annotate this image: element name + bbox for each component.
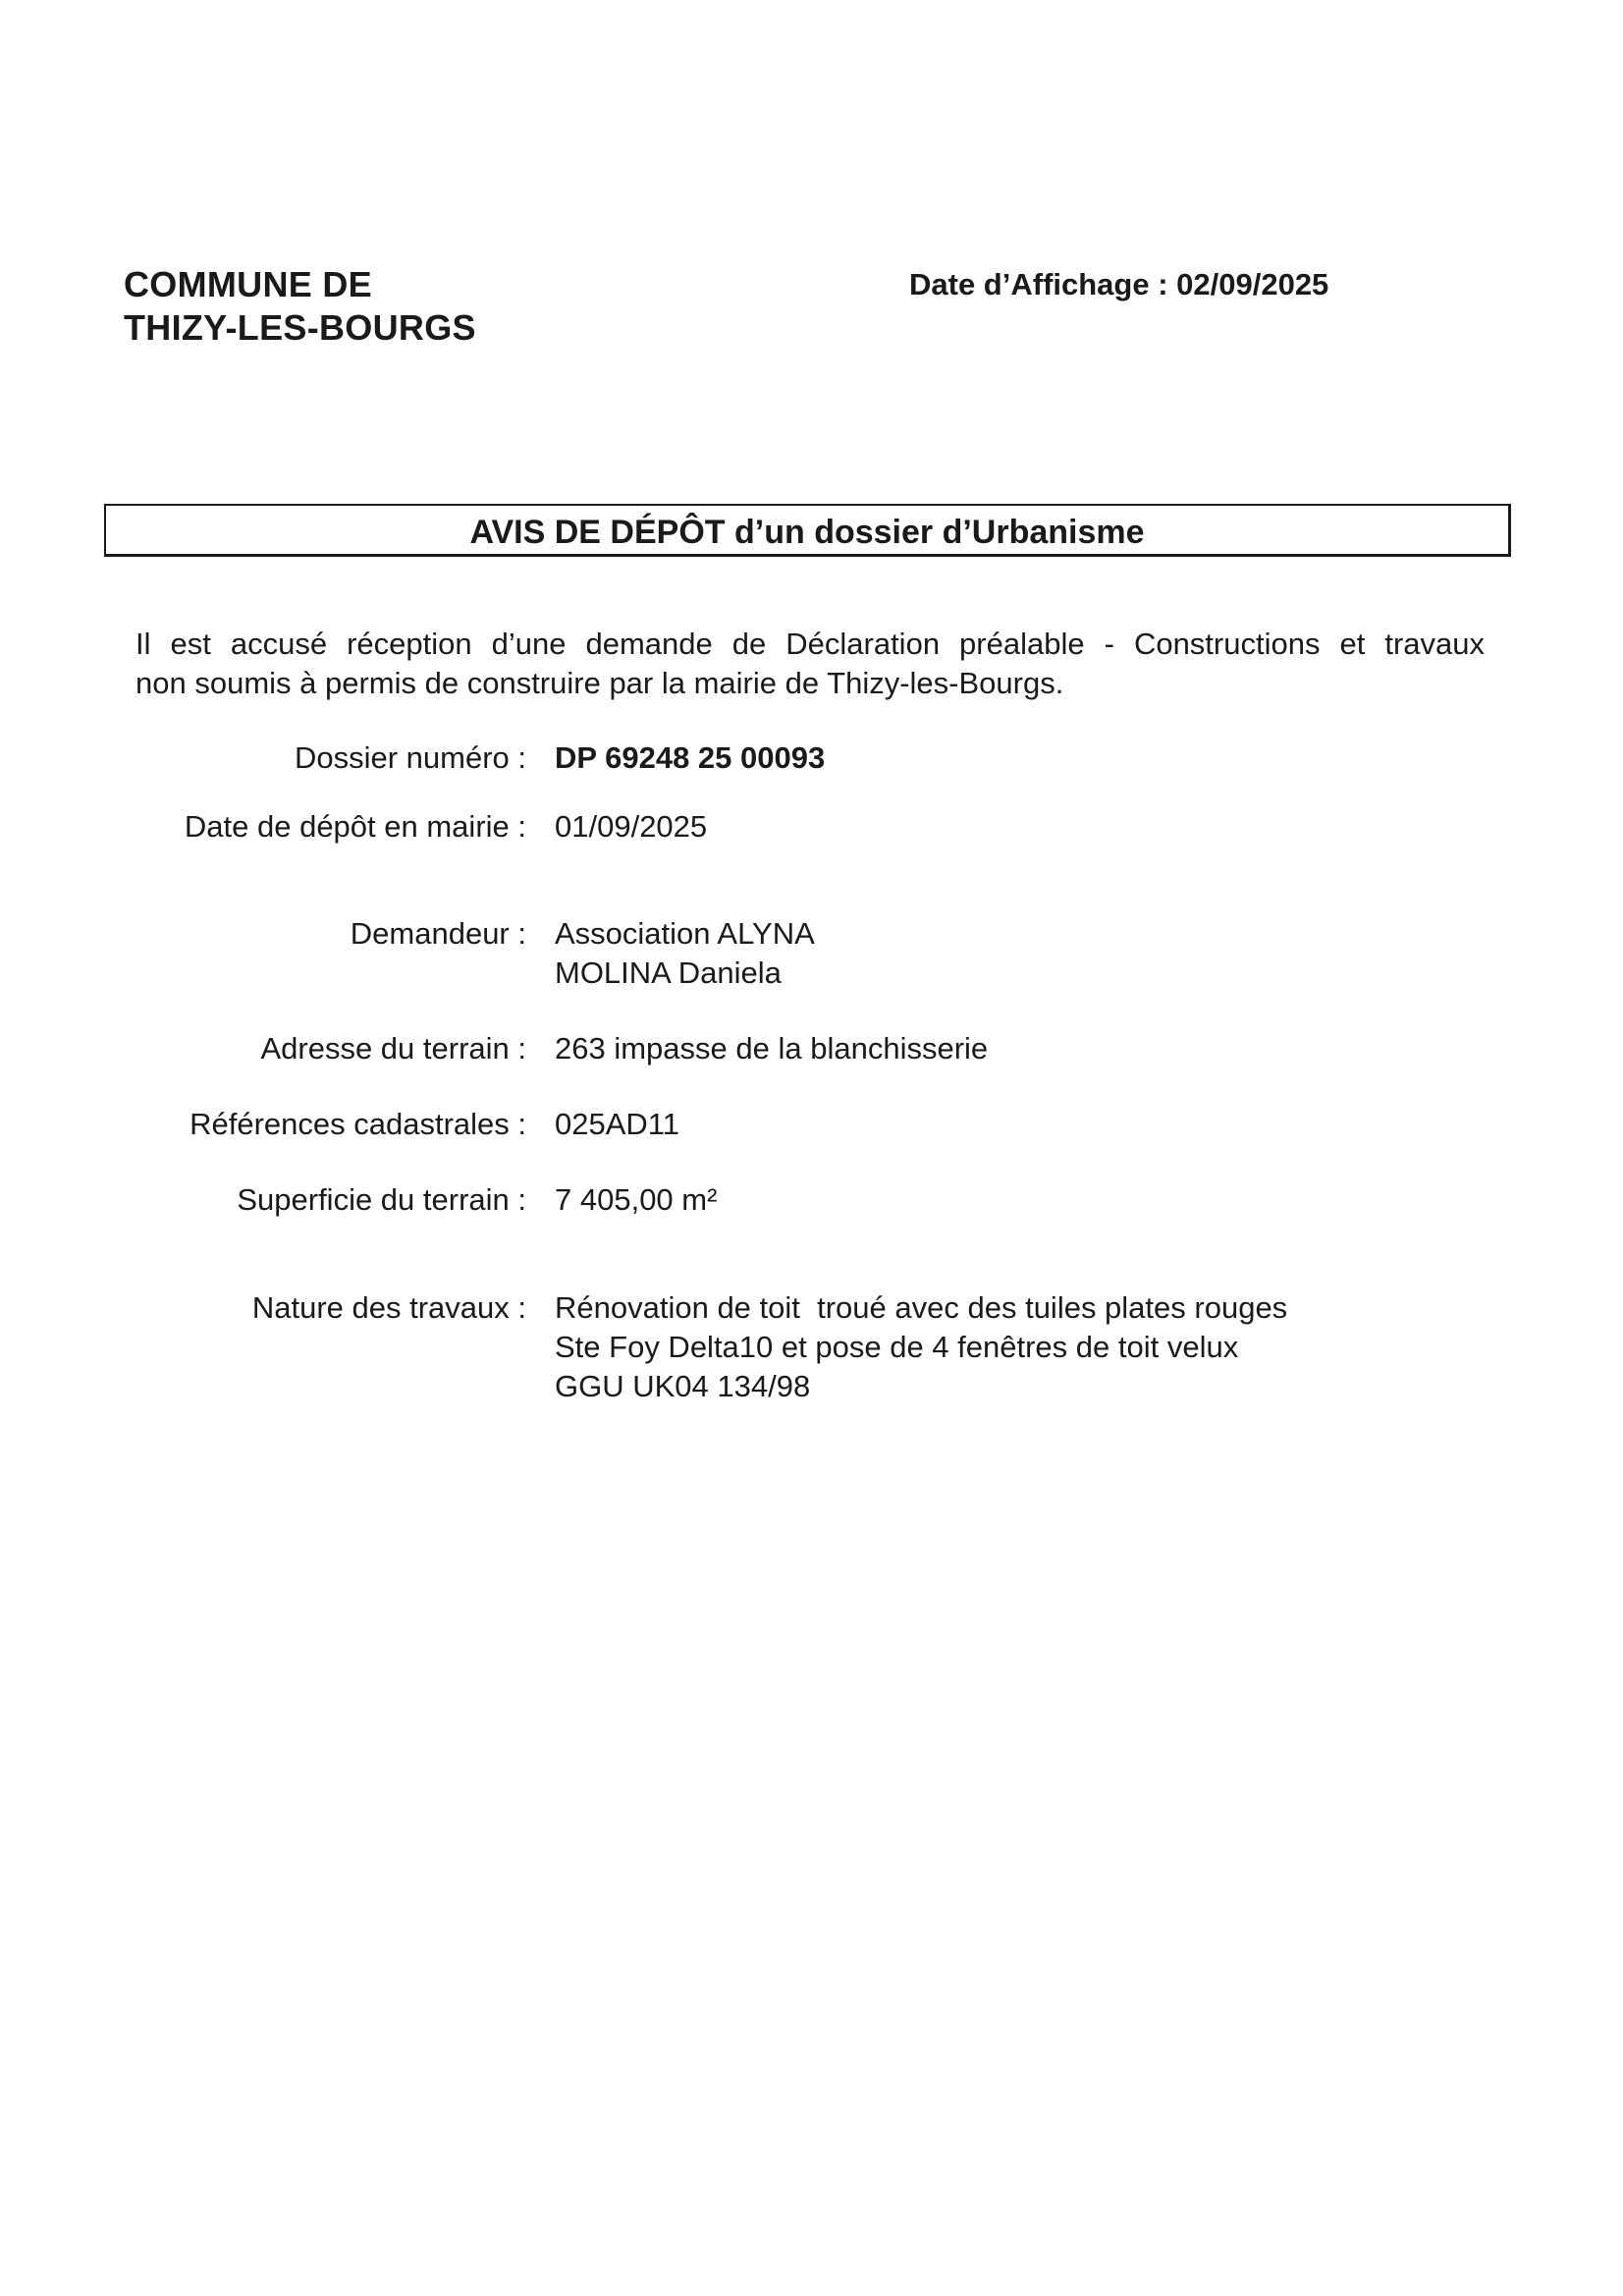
field-nature-value: [555, 1288, 1287, 1406]
intro-line-2: non soumis à permis de construire par la mairie de Thizy-les-Bourgs.: [135, 666, 1064, 700]
field-demandeur-label: Demandeur :: [350, 916, 526, 951]
field-nature-value-line-1: Rénovation de toit troué avec des tuiles plates rouges: [555, 1290, 1288, 1325]
field-dossier-value: DP 69248 25 00093: [555, 740, 826, 775]
field-references-label: Références cadastrales :: [189, 1107, 526, 1141]
field-superficie-label: Superficie du terrain :: [237, 1182, 526, 1217]
field-nature-value-line-2: Ste Foy Delta10 et pose de 4 fenêtres de toit velux: [555, 1330, 1239, 1364]
date-affichage: Date d’Affichage : 02/09/2025: [909, 267, 1329, 301]
field-nature-label: Nature des travaux :: [251, 1290, 526, 1325]
field-dossier-label: Dossier numéro :: [294, 740, 526, 775]
field-depot-label: Date de dépôt en mairie :: [184, 809, 526, 844]
field-nature-value-line-3: GGU UK04 134/98: [555, 1369, 811, 1403]
field-references-value: 025AD11: [555, 1107, 679, 1141]
field-demandeur-value-line-1: Association ALYNA: [555, 916, 815, 951]
field-superficie-value: 7 405,00 m²: [555, 1182, 718, 1217]
intro-paragraph: [135, 625, 1485, 703]
field-adresse-value: 263 impasse de la blanchisserie: [555, 1031, 989, 1066]
field-demandeur-value: [555, 914, 815, 993]
commune-name: [124, 263, 476, 350]
intro-line-1: Il est accusé réception d’une demande de Déclaration préalable - Constructions et travaux: [135, 627, 1485, 661]
document-title: AVIS DE DÉPÔT d’un dossier d’Urbanisme: [469, 514, 1145, 551]
title-box: [104, 504, 1511, 557]
field-demandeur-value-line-2: MOLINA Daniela: [555, 956, 782, 990]
commune-line-2: THIZY-LES-BOURGS: [124, 307, 476, 348]
commune-line-1: COMMUNE DE: [124, 264, 372, 304]
field-adresse-label: Adresse du terrain :: [260, 1031, 526, 1066]
field-depot-value: 01/09/2025: [555, 809, 708, 844]
